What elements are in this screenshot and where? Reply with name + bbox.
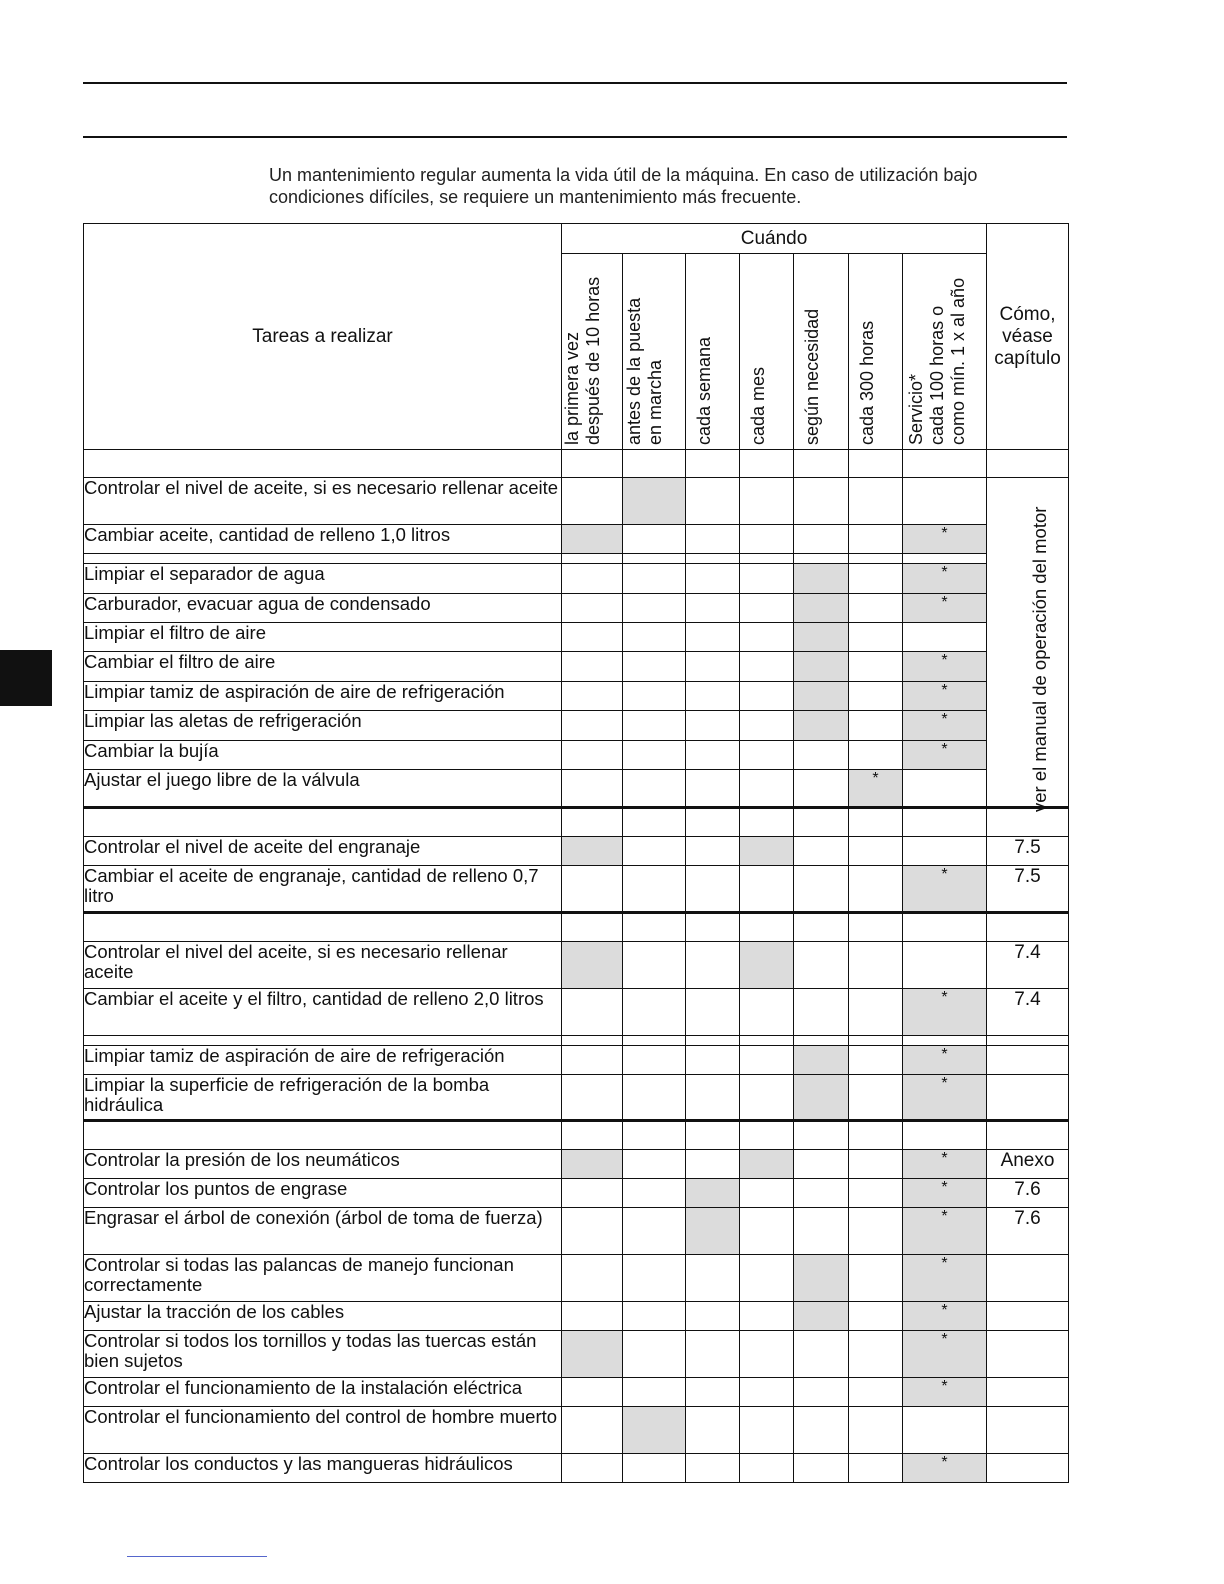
maintenance-table — [83, 223, 1069, 1483]
table-row: Limpiar el filtro de aire — [84, 623, 1069, 652]
table-row: Cambiar el aceite y el filtro, cantidad de relleno 2,0 litros * 7.4 — [84, 989, 1069, 1036]
table-row: Controlar los conductos y las mangueras hidráulicos * — [84, 1454, 1069, 1483]
table-row: Controlar el nivel del aceite, si es necesario rellenar aceite 7.4 — [84, 942, 1069, 989]
table-row: Controlar el nivel de aceite del engranaje 7.5 — [84, 837, 1069, 866]
table-row: Engrasar el árbol de conexión (árbol de toma de fuerza) * 7.6 — [84, 1208, 1069, 1255]
intro-line-1: Un mantenimiento regular aumenta la vida útil de la máquina. En caso de utilización bajo — [269, 165, 978, 185]
how-header-l3: capítulo — [994, 347, 1061, 369]
header-rule — [83, 136, 1067, 138]
col-header-service: Servicio* cada 100 horas o como mín. 1 x al año — [903, 254, 987, 450]
col-header-monthly: cada mes — [740, 254, 794, 450]
table-row: Controlar el nivel de aceite, si es necesario rellenar aceite — [84, 478, 1069, 525]
table-row: Carburador, evacuar agua de condensado * — [84, 594, 1069, 623]
table-row: Controlar el funcionamiento del control de hombre muerto — [84, 1407, 1069, 1454]
col-header-first-time: la primera vez después de 10 horas — [562, 254, 623, 450]
when-header: Cuándo — [562, 224, 987, 254]
engine-manual-note: ver el manual de operación del motor — [1029, 506, 1050, 812]
top-rule — [83, 82, 1067, 84]
table-row: Cambiar el filtro de aire * — [84, 652, 1069, 682]
table-row: Limpiar las aletas de refrigeración * — [84, 711, 1069, 741]
how-header-l2: véase — [1002, 325, 1053, 347]
table-row: Ajustar el juego libre de la válvula * — [84, 770, 1069, 808]
table-row: Controlar si todos los tornillos y todas las tuercas están bien sujetos * — [84, 1331, 1069, 1378]
engine-manual-cell — [987, 478, 1069, 808]
intro-text — [269, 164, 1069, 208]
table-row: Controlar el funcionamiento de la instalación eléctrica * — [84, 1378, 1069, 1407]
col-header-as-needed: según necesidad — [794, 254, 849, 450]
table-row: Limpiar tamiz de aspiración de aire de refrigeración * — [84, 682, 1069, 711]
table-row: Ajustar la tracción de los cables * — [84, 1302, 1069, 1331]
col-header-300h: cada 300 horas — [849, 254, 903, 450]
table-row: Limpiar el separador de agua * — [84, 564, 1069, 594]
chapter-tab — [0, 650, 52, 706]
table-row: Cambiar la bujía * — [84, 741, 1069, 770]
task-header: Tareas a realizar — [84, 224, 562, 450]
table-row: Cambiar aceite, cantidad de relleno 1,0 litros * — [84, 525, 1069, 554]
how-header-l1: Cómo, — [999, 303, 1056, 325]
col-header-before-start: antes de la puesta en marcha — [623, 254, 686, 450]
intro-line-2: condiciones difíciles, se requiere un mantenimiento más frecuente. — [269, 187, 802, 207]
how-header — [987, 224, 1069, 450]
table-row: Controlar los puntos de engrase * 7.6 — [84, 1179, 1069, 1208]
footer-link-underline — [127, 1556, 267, 1557]
table-row: Cambiar el aceite de engranaje, cantidad de relleno 0,7 litro * 7.5 — [84, 866, 1069, 913]
table-row: Controlar si todas las palancas de manejo funcionan correctamente * — [84, 1255, 1069, 1302]
col-header-weekly: cada semana — [686, 254, 740, 450]
table-row: Limpiar tamiz de aspiración de aire de refrigeración * — [84, 1046, 1069, 1075]
table-row: Controlar la presión de los neumáticos * Anexo — [84, 1150, 1069, 1179]
table-row: Limpiar la superficie de refrigeración de la bomba hidráulica * — [84, 1075, 1069, 1121]
